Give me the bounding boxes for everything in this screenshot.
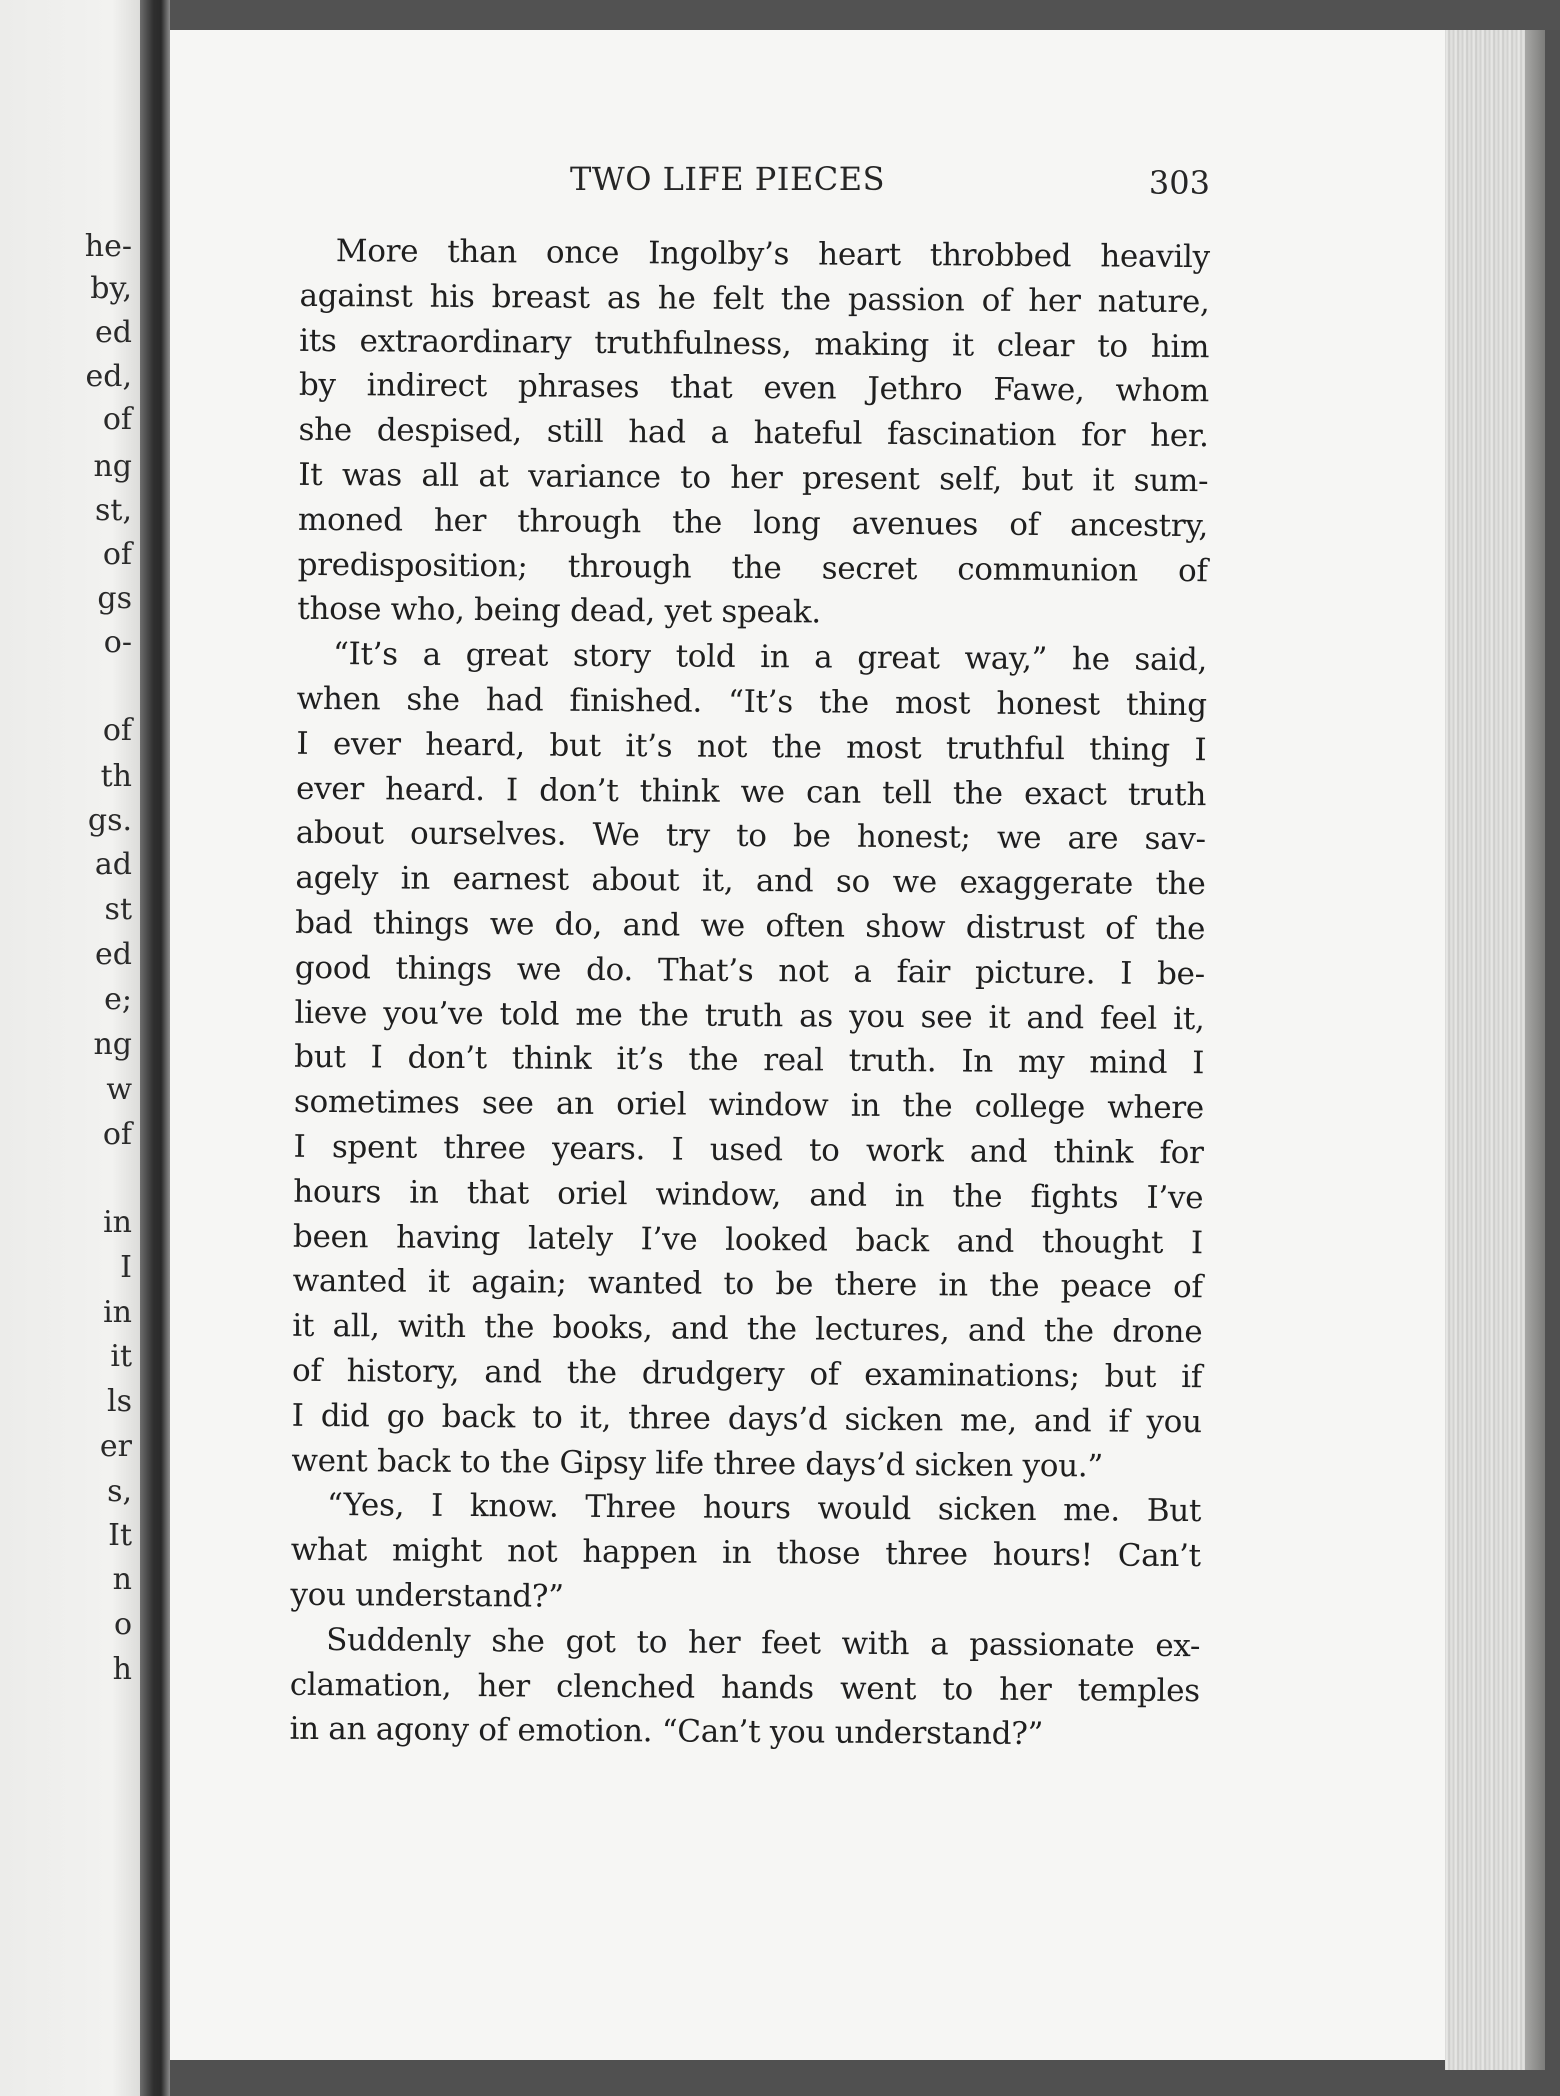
- left-page-text-fragment: ng: [93, 449, 132, 484]
- text-line: bad things we do, and we often show distrust of the: [295, 904, 1206, 948]
- text-line: lieve you’ve told me the truth as you see it and feel it,: [294, 994, 1205, 1037]
- text-line: its extraordinary truthfulness, making it clear to him: [299, 322, 1210, 365]
- left-page-text-fragment: ls: [107, 1384, 132, 1419]
- page-number: 303: [1148, 164, 1210, 202]
- left-page-text-fragment: gs.: [87, 803, 132, 838]
- left-page-text-fragment: ad: [94, 847, 132, 882]
- paragraph: [291, 632, 1207, 1489]
- text-line: Suddenly she got to her feet with a passionate ex-: [326, 1621, 1201, 1664]
- text-line: been having lately I’ve looked back and thought I: [292, 1218, 1204, 1261]
- left-page-text-fragment: It: [108, 1518, 132, 1553]
- text-line: those who, being dead, yet speak.: [297, 591, 822, 631]
- text-line: against his breast as he felt the passion of her nature,: [299, 277, 1210, 320]
- text-line: It was all at variance to her present self, but it sum-: [298, 456, 1209, 500]
- text-line: by indirect phrases that even Jethro Fawe, whom: [298, 367, 1210, 410]
- text-line: when she had finished. “It’s the most honest thing: [296, 680, 1207, 724]
- text-line: predisposition; through the secret communion of: [297, 546, 1208, 589]
- text-line: More than once Ingolby’s heart throbbed heavily: [335, 233, 1210, 276]
- scan-background-top: [170, 0, 1560, 30]
- page-header: [300, 160, 1210, 200]
- left-page-text-fragment: o: [113, 1607, 132, 1642]
- left-page-text-fragment: ed: [95, 937, 132, 972]
- text-line: hours in that oriel window, and in the fights I’ve: [293, 1173, 1204, 1216]
- text-line: “It’s a great story told in a great way,” he said,: [332, 636, 1208, 679]
- text-line: she despised, still had a hateful fascination for her.: [298, 412, 1209, 455]
- text-line: went back to the Gipsy life three days’d sicken you.”: [291, 1442, 1104, 1484]
- book-cover-edge: [1525, 30, 1545, 2070]
- left-page-text-fragment: th: [100, 759, 132, 794]
- left-page-text-fragment: n: [112, 1562, 132, 1597]
- left-page-text-fragment: ng: [93, 1027, 132, 1062]
- text-line: but I don’t think it’s the real truth. In my mind I: [294, 1039, 1205, 1082]
- left-page-text-fragment: by,: [90, 271, 132, 306]
- paragraph: [297, 229, 1210, 639]
- left-page-fragment: [0, 0, 140, 2096]
- left-page-text-fragment: o-: [103, 625, 132, 660]
- book-gutter: [140, 0, 170, 2096]
- text-line: of history, and the drudgery of examinations; but if: [291, 1352, 1203, 1396]
- left-page-text-fragment: of: [102, 1117, 132, 1152]
- paragraph: [289, 1617, 1200, 1758]
- left-page-text-fragment: of: [102, 537, 132, 572]
- left-page-text-fragment: of: [102, 713, 132, 748]
- text-line: I ever heard, but it’s not the most truthful thing I: [296, 725, 1207, 768]
- left-page-text-fragment: st: [104, 892, 132, 927]
- left-page-text-fragment: it: [110, 1339, 132, 1374]
- left-page-text-fragment: ed,: [85, 359, 132, 394]
- text-line: you understand?”: [290, 1576, 564, 1615]
- text-line: what might not happen in those three hours! Can’t: [290, 1531, 1201, 1575]
- left-page-text-fragment: in: [103, 1295, 132, 1330]
- paragraph: [290, 1483, 1201, 1624]
- left-page-text-fragment: h: [112, 1652, 132, 1687]
- left-page-text-fragment: er: [99, 1429, 132, 1464]
- text-line: sometimes see an oriel window in the college where: [293, 1083, 1205, 1127]
- text-line: good things we do. That’s not a fair picture. I be-: [294, 949, 1205, 992]
- text-line: agely in earnest about it, and so we exaggerate the: [295, 859, 1206, 903]
- left-page-text-fragment: st,: [95, 493, 132, 528]
- left-page-text-fragment: I: [120, 1250, 132, 1285]
- text-line: in an agony of emotion. “Can’t you understand?”: [289, 1711, 1044, 1753]
- left-page-text-fragment: ed: [95, 315, 132, 350]
- text-line: it all, with the books, and the lectures, and the drone: [292, 1307, 1203, 1351]
- text-line: “Yes, I know. Three hours would sicken me. But: [326, 1487, 1202, 1530]
- running-title: TWO LIFE PIECES: [570, 160, 886, 198]
- left-page-text-fragment: gs: [97, 581, 132, 616]
- left-page-text-fragment: of: [102, 402, 132, 437]
- text-line: ever heard. I don’t think we can tell the exact truth: [295, 770, 1207, 813]
- text-line: I spent three years. I used to work and think for: [293, 1128, 1204, 1172]
- body-text: [289, 229, 1210, 1755]
- left-page-text-fragment: he-: [84, 229, 132, 264]
- text-line: about ourselves. We try to be honest; we are sav-: [295, 815, 1206, 858]
- left-page-text-fragment: e;: [104, 982, 132, 1017]
- text-line: I did go back to it, three days’d sicken me, and if you: [291, 1397, 1202, 1440]
- text-line: clamation, her clenched hands went to her temples: [289, 1666, 1200, 1709]
- text-line: moned her through the long avenues of ancestry,: [297, 501, 1209, 544]
- left-page-text-fragment: w: [106, 1072, 132, 1107]
- left-page-text-fragment: in: [103, 1205, 132, 1240]
- text-line: wanted it again; wanted to be there in the peace of: [292, 1263, 1203, 1306]
- left-page-text-fragment: s,: [107, 1474, 132, 1509]
